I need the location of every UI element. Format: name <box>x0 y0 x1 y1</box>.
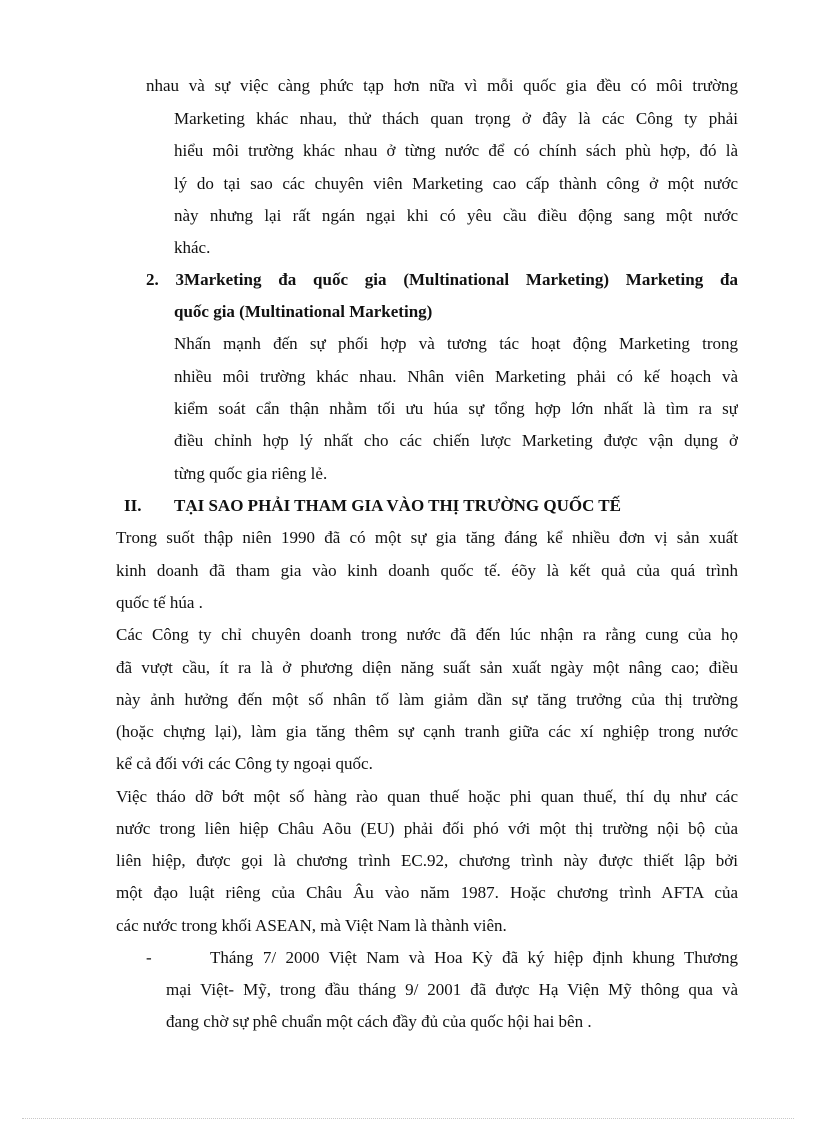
section-title: TẠI SAO PHẢI THAM GIA VÀO THỊ TRƯỜNG QUỐC TẾ <box>174 496 621 515</box>
page-bottom-divider <box>22 1118 794 1119</box>
section-number: II. <box>124 496 142 515</box>
text-line: kể cả đối với các Công ty ngoại quốc. <box>116 754 373 773</box>
text-line: điều chỉnh hợp lý nhất cho các chiến lược Marketing được vận dụng ở <box>174 431 738 450</box>
text-line: Marketing khác nhau, thử thách quan trọng ở đây là các Công ty phải <box>174 109 738 128</box>
text-line: Các Công ty chỉ chuyên doanh trong nước đã đến lúc nhận ra rằng cung của họ <box>116 625 738 644</box>
text-line: (hoặc chựng lại), làm gia tăng thêm sự cạnh tranh giữa các xí nghiệp trong nước <box>116 722 738 741</box>
text-line: Trong suốt thập niên 1990 đã có một sự gia tăng đáng kể nhiều đơn vị sản xuất <box>116 528 738 547</box>
text-line: hiểu môi trường khác nhau ở từng nước để có chính sách phù hợp, đó là <box>174 141 738 160</box>
text-line: đã vượt cầu, ít ra là ở phương diện năng suất sản xuất ngày một nâng cao; điều <box>116 658 738 677</box>
text-line: Việc tháo dỡ bớt một số hàng rào quan thuế hoặc phi quan thuế, thí dụ như các <box>116 787 738 806</box>
text-line: các nước trong khối ASEAN, mà Việt Nam là thành viên. <box>116 916 507 935</box>
text-line: nhau và sự việc càng phức tạp hơn nữa vì mỗi quốc gia đều có môi trường <box>146 76 738 95</box>
text-line: nhiều môi trường khác nhau. Nhân viên Marketing phải có kế hoạch và <box>174 367 738 386</box>
text-line: quốc tế húa . <box>116 593 203 612</box>
bullet-marker: - <box>146 948 152 967</box>
heading-line: quốc gia (Multinational Marketing) <box>174 302 433 321</box>
text-line: kiểm soát cẩn thận nhằm tối ưu húa sự tổng hợp lớn nhất là tìm ra sự <box>174 399 738 418</box>
text-line: từng quốc gia riêng lẻ. <box>174 464 328 483</box>
text-line: một đạo luật riêng của Châu Âu vào năm 1987. Hoặc chương trình AFTA của <box>116 883 738 902</box>
text-line: này nhưng lại rất ngán ngại khi có yêu cầu điều động sang một nước <box>174 206 738 225</box>
text-line: kinh doanh đã tham gia vào kinh doanh quốc tế. éõy là kết quả của quá trình <box>116 561 738 580</box>
text-line: này ảnh hưởng đến một số nhân tố làm giảm dần sự tăng trưởng của thị trường <box>116 690 738 709</box>
heading-line: 2. 3Marketing đa quốc gia (Multinational Marketing) Marketing đa <box>146 270 738 289</box>
text-line: Tháng 7/ 2000 Việt Nam và Hoa Kỳ đã ký hiệp định khung Thương <box>210 948 738 967</box>
text-line: đang chờ sự phê chuẩn một cách đầy đủ của quốc hội hai bên . <box>166 1012 592 1031</box>
text-line: liên hiệp, được gọi là chương trình EC.92, chương trình này được thiết lập bởi <box>116 851 738 870</box>
text-line: mại Việt- Mỹ, trong đầu tháng 9/ 2001 đã được Hạ Viện Mỹ thông qua và <box>166 980 738 999</box>
text-line: Nhấn mạnh đến sự phối hợp và tương tác hoạt động Marketing trong <box>174 334 738 353</box>
text-line: khác. <box>174 238 211 257</box>
text-line: lý do tại sao các chuyên viên Marketing cao cấp thành công ở một nước <box>174 174 738 193</box>
text-line: nước trong liên hiệp Châu Aõu (EU) phải đối phó với một thị trường nội bộ của <box>116 819 738 838</box>
